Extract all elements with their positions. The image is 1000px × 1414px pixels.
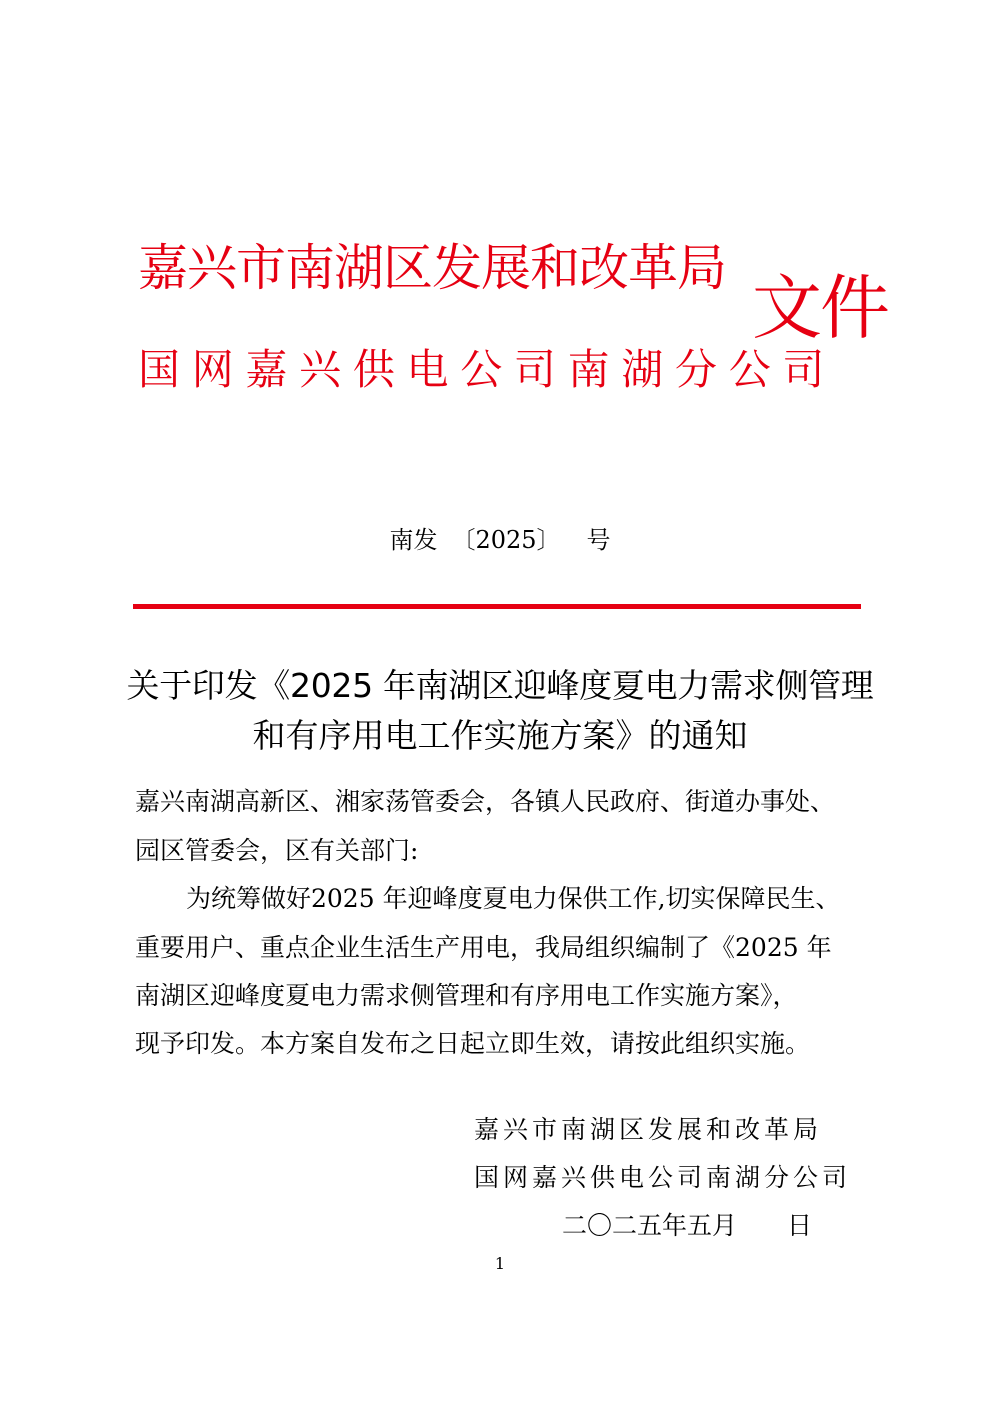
body-paragraph-line: 为统筹做好2025 年迎峰度夏电力保供工作,切实保障民生、 [186,884,841,913]
document-number-year: 〔2025〕 [451,526,561,554]
body-paragraph-line: 重要用户、重点企业生活生产用电，我局组织编制了《2025 年 [135,933,832,962]
page-number: 1 [494,1254,506,1273]
issuer-name-power-supply-company: 国网嘉兴供电公司南湖分公司 [138,345,837,394]
addressee-line-2: 园区管委会，区有关部门: [135,836,419,865]
addressee-line-1: 嘉兴南湖高新区、湘家荡管委会，各镇人民政府、街道办事处、 [135,787,836,816]
document-number-prefix: 南发 [389,526,438,554]
document-title-line-1: 关于印发《2025 年南湖区迎峰度夏电力需求侧管理 [126,666,874,705]
document-number-suffix: 号 [586,526,611,554]
signature-date: 二〇二五年五月 日 [562,1211,813,1240]
signature-org-development-reform-bureau: 嘉兴市南湖区发展和改革局 [474,1115,823,1144]
body-paragraph-line: 南湖区迎峰度夏电力需求侧管理和有序用电工作实施方案》， [135,981,798,1010]
body-paragraph-line: 现予印发。本方案自发布之日起立即生效，请按此组织实施。 [135,1029,811,1058]
red-separator-line [133,604,861,609]
file-label: 文件 [752,267,888,349]
issuer-name-development-reform-bureau: 嘉兴市南湖区发展和改革局 [138,239,726,297]
signature-org-power-supply-company: 国网嘉兴供电公司南湖分公司 [474,1163,852,1192]
document-number [0,522,1000,558]
document-title-line-2: 和有序用电工作实施方案》的通知 [252,716,748,755]
